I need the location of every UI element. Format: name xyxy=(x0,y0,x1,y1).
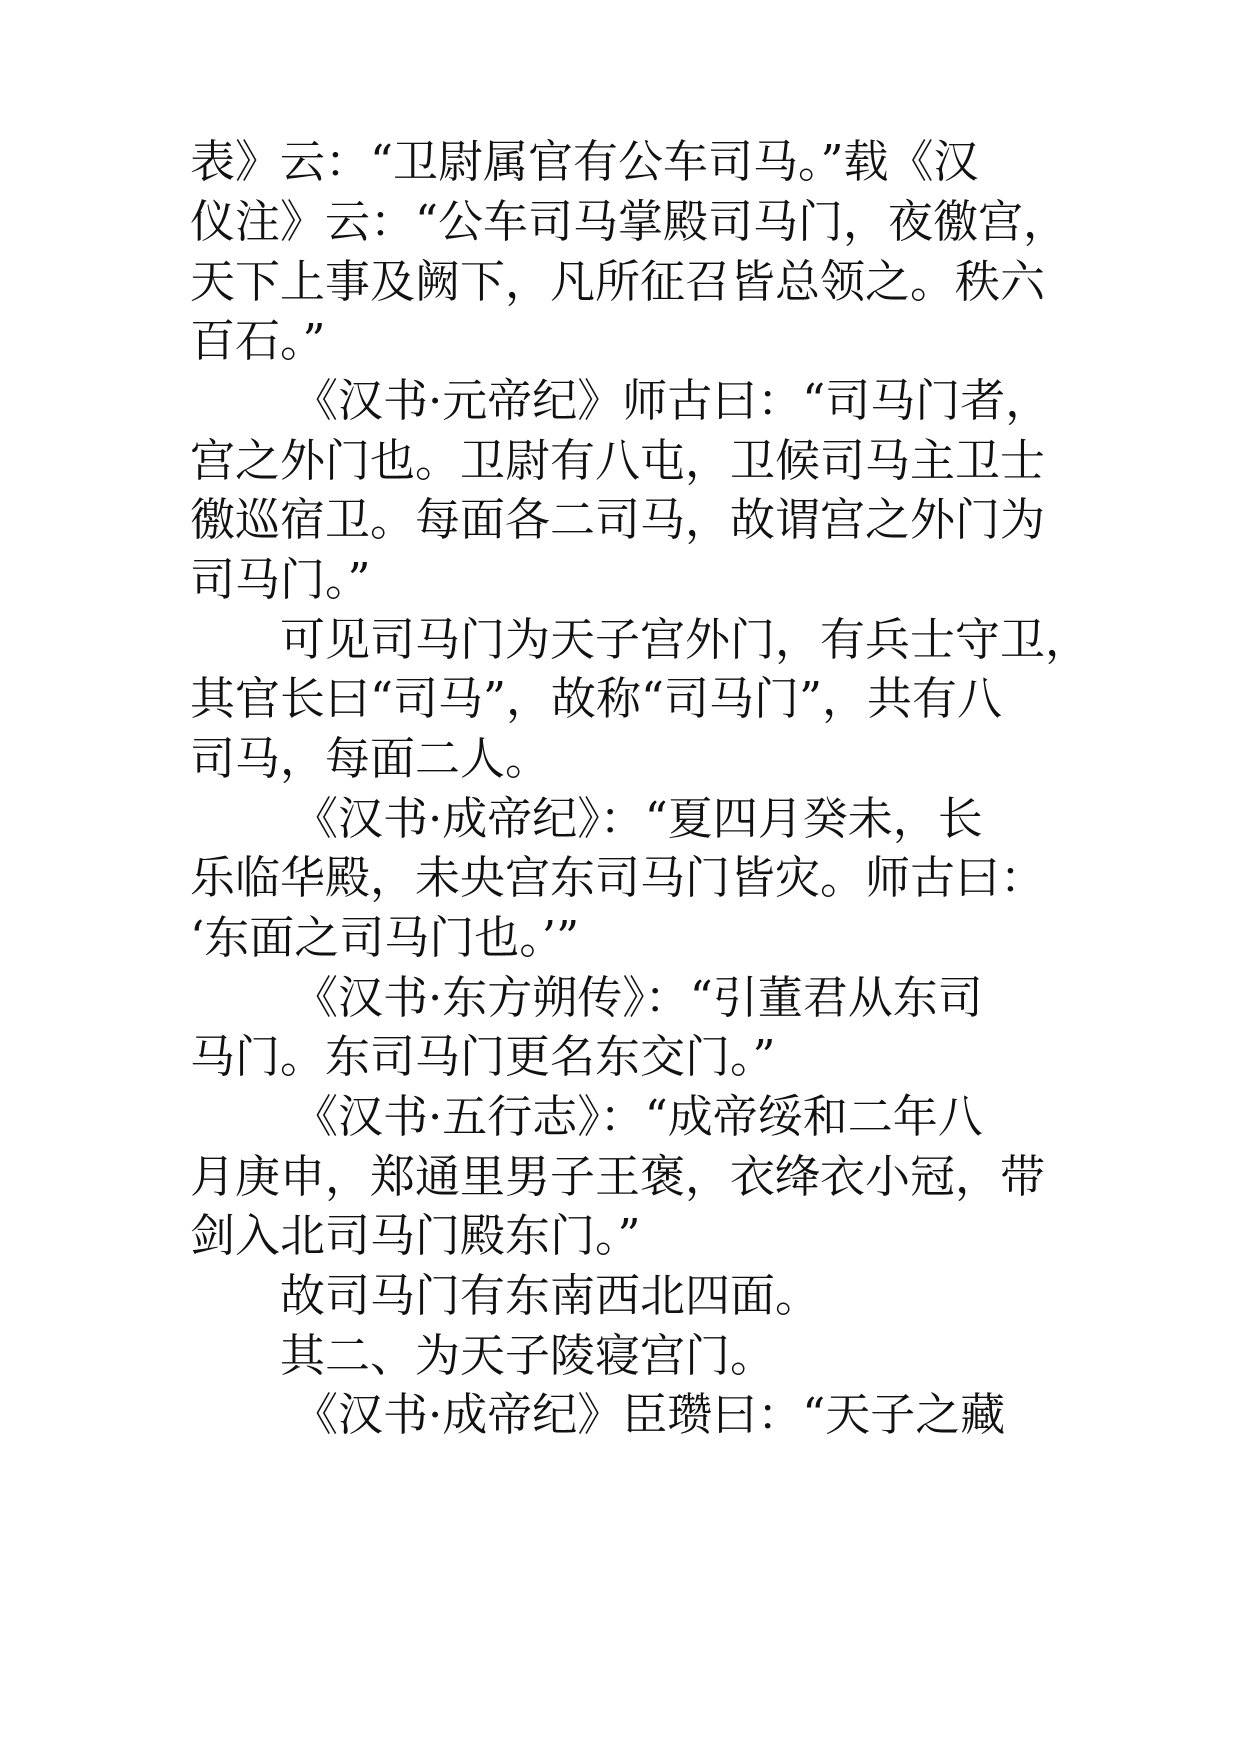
text-line-7: 徼巡宿卫。每面各二司马，故谓宫之外门为 xyxy=(190,493,1046,546)
text-line-6: 宫之外门也。卫尉有八屯，卫候司马主卫士 xyxy=(190,434,1046,487)
text-line-11: 司马，每面二人。 xyxy=(190,732,551,785)
text-line-17: 《汉书·五行志》：“成帝绥和二年八 xyxy=(293,1090,983,1143)
text-line-5: 《汉书·元帝纪》师古曰：“司马门者， xyxy=(293,374,1051,427)
text-line-19: 剑入北司马门殿东门。” xyxy=(190,1209,641,1262)
text-line-14: ‘东面之司马门也。’” xyxy=(190,911,580,964)
text-line-2: 仪注》云：“公车司马掌殿司马门，夜徼宫， xyxy=(190,195,1069,248)
text-line-9: 可见司马门为天子宫外门，有兵士守卫， xyxy=(280,613,1091,666)
text-line-15: 《汉书·东方朔传》：“引董君从东司 xyxy=(293,971,983,1024)
text-line-10: 其官长曰“司马”，故称“司马门”，共有八 xyxy=(190,672,1003,725)
text-line-21: 其二、为天子陵寝宫门。 xyxy=(280,1329,776,1382)
text-line-13: 乐临华殿，未央宫东司马门皆灾。师古曰： xyxy=(190,851,1046,904)
text-line-8: 司马门。” xyxy=(190,553,371,606)
text-line-22: 《汉书·成帝纪》臣瓒曰：“天子之藏 xyxy=(293,1388,1006,1441)
text-line-16: 马门。东司马门更名东交门。” xyxy=(190,1030,776,1083)
text-line-3: 天下上事及阙下，凡所征召皆总领之。秩六 xyxy=(190,255,1046,308)
text-line-4: 百石。” xyxy=(190,314,326,367)
text-line-18: 月庚申，郑通里男子王褒，衣绛衣小冠，带 xyxy=(190,1150,1046,1203)
text-line-12: 《汉书·成帝纪》：“夏四月癸未，长 xyxy=(293,792,983,845)
text-line-1: 表》云：“卫尉属官有公车司马。”载《汉 xyxy=(190,135,979,188)
text-line-20: 故司马门有东南西北四面。 xyxy=(280,1269,821,1322)
